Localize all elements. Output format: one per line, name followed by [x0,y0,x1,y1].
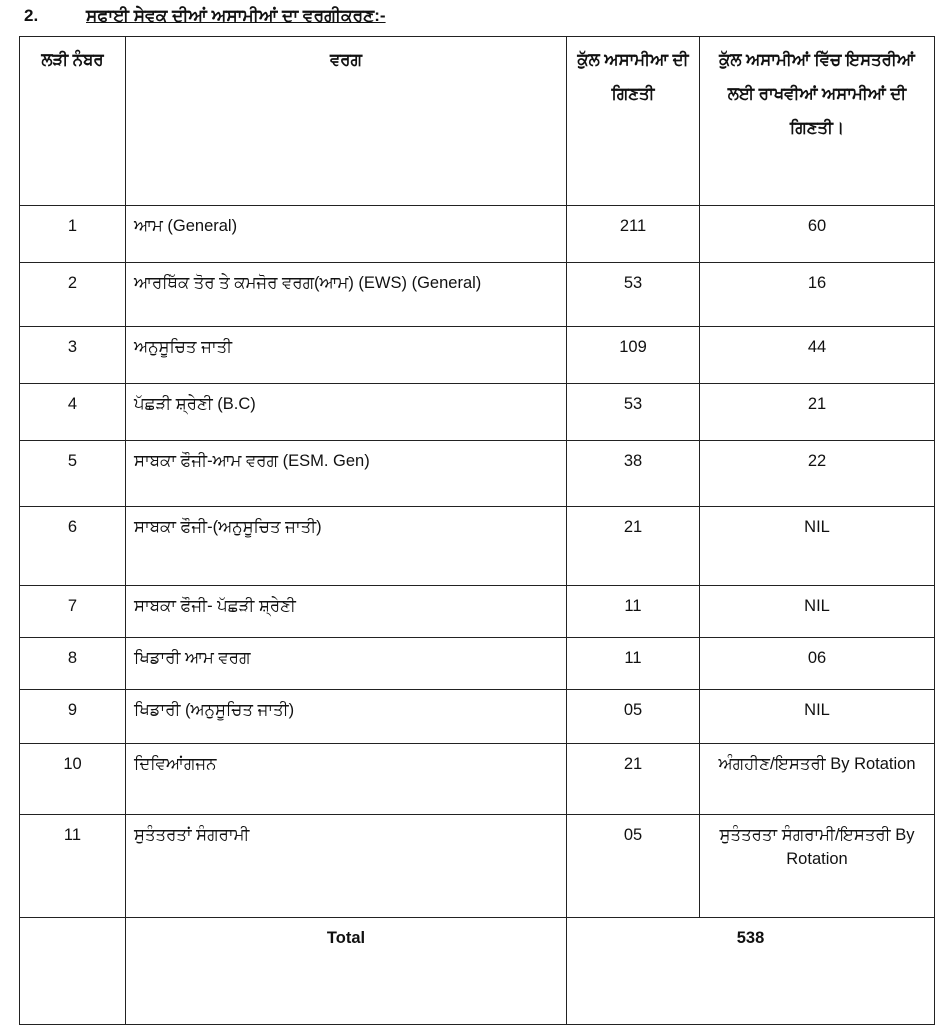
category-cell: ਆਮ (General) [126,206,567,263]
section-title: ਸਫਾਈ ਸੇਵਕ ਦੀਆਂ ਅਸਾਮੀਆਂ ਦਾ ਵਰਗੀਕਰਣ:- [86,6,386,25]
serial-number-cell: 6 [20,507,126,586]
category-cell: ਪੱਛੜੀ ਸ਼੍ਰੇਣੀ (B.C) [126,384,567,441]
table-row [20,384,935,441]
total-row [20,918,935,1025]
serial-number-cell: 3 [20,327,126,384]
category-cell: ਖਿਡਾਰੀ (ਅਨੁਸੂਚਿਤ ਜਾਤੀ) [126,690,567,744]
women-reserved-cell: ਸੁਤੰਤਰਤਾ ਸੰਗਰਾਮੀ/ਇਸਤਰੀ By Rotation [700,815,935,918]
category-cell: ਦਿਵਿਆਂਗਜਨ [126,744,567,815]
table-row [20,441,935,507]
total-posts-cell: 21 [567,507,700,586]
serial-number-cell: 1 [20,206,126,263]
header-women-reserved: ਕੁੱਲ ਅਸਾਮੀਆਂ ਵਿੱਚ ਇਸਤਰੀਆਂ ਲਈ ਰਾਖਵੀਆਂ ਅਸਾਮੀਆਂ ਦੀ ਗਿਣਤੀ। [700,37,935,206]
total-value: 538 [567,918,935,1025]
total-empty-cell [20,918,126,1025]
women-reserved-cell: ਅੰਗਹੀਣ/ਇਸਤਰੀ By Rotation [700,744,935,815]
table-header-row [20,37,935,206]
table-row [20,507,935,586]
header-category: ਵਰਗ [126,37,567,206]
header-serial-number: ਲੜੀ ਨੰਬਰ [20,37,126,206]
women-reserved-cell: 06 [700,638,935,690]
table-row [20,638,935,690]
category-cell: ਸਾਬਕਾ ਫੌਜੀ- ਪੱਛੜੀ ਸ਼੍ਰੇਣੀ [126,586,567,638]
total-posts-cell: 109 [567,327,700,384]
serial-number-cell: 4 [20,384,126,441]
women-reserved-cell: 60 [700,206,935,263]
total-posts-cell: 05 [567,690,700,744]
total-posts-cell: 211 [567,206,700,263]
total-posts-cell: 11 [567,638,700,690]
category-cell: ਸਾਬਕਾ ਫੌਜੀ-ਆਮ ਵਰਗ (ESM. Gen) [126,441,567,507]
total-label: Total [126,918,567,1025]
section-heading [24,6,386,32]
table-row [20,744,935,815]
serial-number-cell: 5 [20,441,126,507]
serial-number-cell: 8 [20,638,126,690]
section-number: 2. [24,6,39,25]
serial-number-cell: 11 [20,815,126,918]
women-reserved-cell: NIL [700,507,935,586]
women-reserved-cell: 44 [700,327,935,384]
women-reserved-cell: 22 [700,441,935,507]
category-cell: ਸੁਤੰਤਰਤਾਂ ਸੰਗਰਾਮੀ [126,815,567,918]
category-cell: ਖਿਡਾਰੀ ਆਮ ਵਰਗ [126,638,567,690]
serial-number-cell: 9 [20,690,126,744]
women-reserved-cell: 21 [700,384,935,441]
total-posts-cell: 21 [567,744,700,815]
women-reserved-cell: NIL [700,586,935,638]
serial-number-cell: 2 [20,263,126,327]
total-posts-cell: 11 [567,586,700,638]
table-row [20,206,935,263]
table-row [20,327,935,384]
total-posts-cell: 53 [567,263,700,327]
table-row [20,263,935,327]
category-cell: ਆਰਥਿੱਕ ਤੋਰ ਤੇ ਕਮਜੋਰ ਵਰਗ(ਆਮ) (EWS) (General) [126,263,567,327]
category-cell: ਅਨੁਸੂਚਿਤ ਜਾਤੀ [126,327,567,384]
category-cell: ਸਾਬਕਾ ਫੌਜੀ-(ਅਨੁਸੂਚਿਤ ਜਾਤੀ) [126,507,567,586]
women-reserved-cell: 16 [700,263,935,327]
posts-classification-table [19,36,935,1025]
header-total-posts: ਕੁੱਲ ਅਸਾਮੀਆ ਦੀ ਗਿਣਤੀ [567,37,700,206]
total-posts-cell: 05 [567,815,700,918]
total-posts-cell: 38 [567,441,700,507]
women-reserved-cell: NIL [700,690,935,744]
table-row [20,586,935,638]
table-row [20,815,935,918]
serial-number-cell: 10 [20,744,126,815]
total-posts-cell: 53 [567,384,700,441]
table-row [20,690,935,744]
serial-number-cell: 7 [20,586,126,638]
